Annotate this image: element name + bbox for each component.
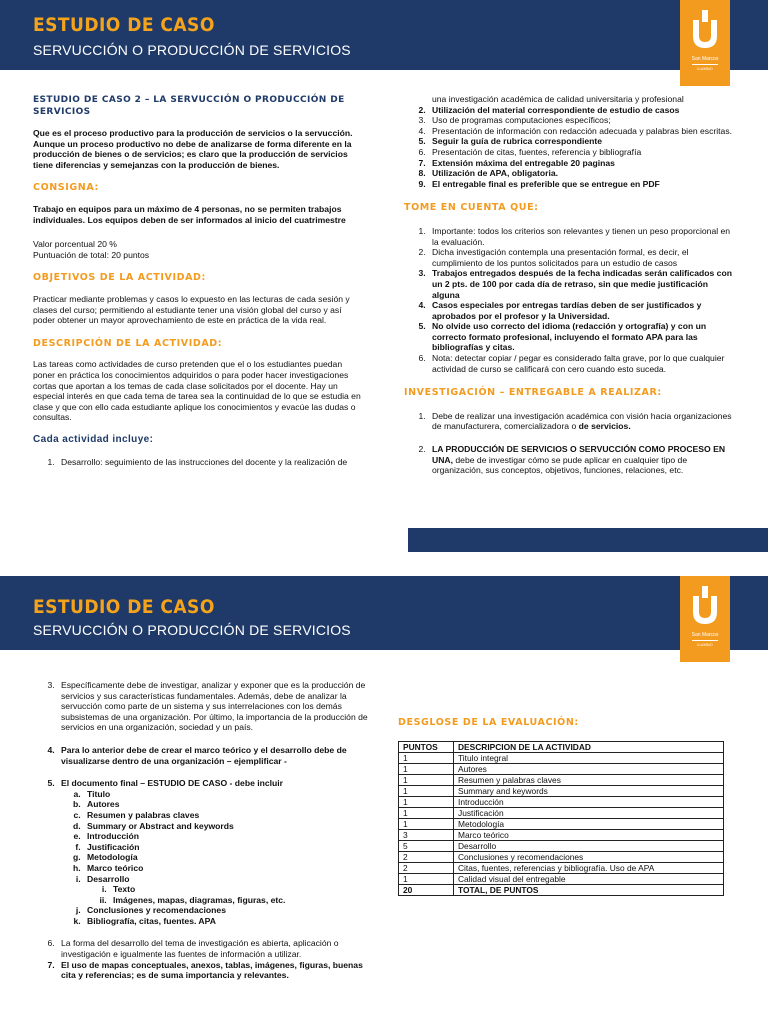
points-cell: 2 (399, 851, 454, 862)
incluye-heading: Cada actividad incluye: (33, 433, 154, 445)
table-row (399, 862, 724, 873)
page2-right-column (398, 718, 738, 896)
list-item: 6. Nota: detectar copiar / pegar es considerado falta grave, por lo que cualquier actividad de curso se calificará con cero cuando esto suceda. (428, 353, 736, 374)
description-cell: Summary and keywords (454, 785, 724, 796)
list-item: k. Bibliografía, citas, fuentes. APA (83, 916, 373, 927)
page1-right-column (404, 94, 736, 476)
page1-left-column (33, 94, 363, 468)
incluye-list (33, 457, 363, 468)
table-row (399, 873, 724, 884)
list-item: 3. Específicamente debe de investigar, analizar y exponer que es la producción de servicios y sus características fundamentales. Además, debe de analizar la servucción como parte de un sistema y sus interrelaciones con los demás subsistemas de una organización. Por último, la importancia de la producción de servicios en una organización, sociedad y un país. (57, 680, 373, 733)
list-item: 6. Presentación de citas, fuentes, referencia y bibliografía (428, 147, 736, 158)
logo-sub: ILUMNO (697, 642, 713, 647)
list-item: 3. Uso de programas computaciones específicos; (428, 115, 736, 126)
inv-item1-bold: de servicios. (578, 421, 631, 432)
university-logo (680, 576, 730, 662)
list-item: a. Titulo (83, 789, 373, 800)
list-item: 5. Seguir la guía de rubrica correspondiente (428, 136, 736, 147)
list-item: i. Texto (109, 884, 373, 895)
page-header (0, 0, 768, 70)
descripcion-text: Las tareas como actividades de curso pretenden que el o los estudiantes puedan poner en práctica los conocimientos adquiridos o para poder hacer investigaciones cortas que aportan a los temas de cada clase solicitados por el docente. Hay un especial interés en que cada tema de tarea sea la continuidad de lo que se estudia en clase y que con ello cada estudiante aplique los conocimientos y evacúe las dudas o consultas. (33, 359, 361, 423)
deliverable-list (33, 680, 373, 981)
table-row (399, 796, 724, 807)
description-cell: Autores (454, 763, 724, 774)
desarrollo-sublist (83, 884, 373, 905)
inv-item2-text: debe de investigar cómo se pude aplicar en cualquier tipo de organización, sus conceptos, objetivos, funciones, relaciones, etc. (432, 454, 688, 476)
points-cell: 1 (399, 796, 454, 807)
document-page-2 (0, 576, 768, 1024)
list-item: 1. Importante: todos los criterios son relevantes y tienen un peso proporcional en la evaluación. (428, 226, 736, 247)
list-item: i. Desarrollo (83, 874, 373, 885)
points-cell: 2 (399, 862, 454, 873)
list-item: 7. Extensión máxima del entregable 20 paginas (428, 158, 736, 169)
contents-list (61, 789, 373, 884)
table-row (399, 785, 724, 796)
points-cell: 5 (399, 840, 454, 851)
list-item: b. Autores (83, 799, 373, 810)
tome-list (404, 226, 736, 374)
logo-sub: ILUMNO (697, 66, 713, 71)
list-item (428, 444, 736, 476)
university-logo (680, 0, 730, 86)
list-item: 4. Casos especiales por entregas tardías deben de ser justificados y aprobados por el profesor y la Universidad. (428, 300, 736, 321)
continued-line: una investigación académica de calidad universitaria y profesional (432, 94, 684, 104)
investigacion-list (404, 411, 736, 476)
description-cell: Desarrollo (454, 840, 724, 851)
list-item: d. Summary or Abstract and keywords (83, 821, 373, 832)
page-gap (0, 552, 768, 576)
case-title: ESTUDIO DE CASO 2 – LA SERVUCCIÓN O PRODUCCIÓN DE SERVICIOS (33, 95, 345, 117)
table-header-descripcion: DESCRIPCION DE LA ACTIVIDAD (454, 741, 724, 752)
table-row (399, 829, 724, 840)
points-cell: 1 (399, 873, 454, 884)
item5-text: El documento final – ESTUDIO DE CASO - debe incluir (61, 778, 284, 789)
header-title: ESTUDIO DE CASO (33, 14, 215, 36)
list-item: h. Marco teórico (83, 863, 373, 874)
description-cell: Conclusiones y recomendaciones (454, 851, 724, 862)
list-item: g. Metodología (83, 852, 373, 863)
inv-item1-text: Debe de realizar una investigación académica con visión hacia organizaciones de manufacturera, comercializadora o (432, 410, 732, 432)
table-header-row (399, 741, 724, 752)
table-total-row (399, 884, 724, 895)
list-item: 2. Utilización del material correspondiente de estudio de casos (428, 105, 736, 116)
list-item: 4. Para lo anterior debe de crear el marco teórico y el desarrollo debe de visualizarse dentro de una organización – ejemplificar - (57, 745, 373, 766)
list-item: ii. Imágenes, mapas, diagramas, figuras, etc. (109, 895, 373, 906)
list-item: 1. Desarrollo: seguimiento de las instrucciones del docente y la realización de (57, 457, 363, 468)
description-cell: Citas, fuentes, referencias y bibliografía. Uso de APA (454, 862, 724, 873)
header-subtitle: SERVUCCIÓN O PRODUCCIÓN DE SERVICIOS (33, 622, 351, 638)
points-cell: 1 (399, 785, 454, 796)
table-row (399, 752, 724, 763)
total-label: TOTAL, DE PUNTOS (454, 884, 724, 895)
description-cell: Introducción (454, 796, 724, 807)
list-item: f. Justificación (83, 842, 373, 853)
logo-divider (692, 640, 718, 641)
list-item: 3. Trabajos entregados después de la fecha indicadas serán calificados con un 2 pts. de 100 por cada día de retraso, sin que medie justificación alguna (428, 268, 736, 300)
valor-text: Valor porcentual 20 % (33, 239, 117, 250)
logo-divider (692, 64, 718, 65)
page-footer-bar (408, 528, 768, 552)
table-row (399, 807, 724, 818)
objetivos-heading: OBJETIVOS DE LA ACTIVIDAD: (33, 272, 206, 284)
table-row (399, 763, 724, 774)
points-cell: 1 (399, 752, 454, 763)
description-cell: Marco teórico (454, 829, 724, 840)
objetivos-text: Practicar mediante problemas y casos lo expuesto en las lecturas de cada sesión y clases del curso; permitiendo al estudiante tener una visión global del curso y así poder obtener un mayor aprovechamiento de este en práctica de la vida real. (33, 293, 350, 326)
points-cell: 3 (399, 829, 454, 840)
points-cell: 1 (399, 818, 454, 829)
total-points: 20 (399, 884, 454, 895)
descripcion-heading: DESCRIPCIÓN DE LA ACTIVIDAD: (33, 337, 223, 349)
list-item: c. Resumen y palabras claves (83, 810, 373, 821)
list-item: 4. Presentación de información con redacción adecuada y palabras bien escritas. (428, 126, 736, 137)
list-item: 9. El entregable final es preferible que se entregue en PDF (428, 179, 736, 190)
description-cell: Metodología (454, 818, 724, 829)
table-row (399, 840, 724, 851)
evaluation-table (398, 741, 724, 896)
tome-heading: TOME EN CUENTA QUE: (404, 202, 539, 214)
inv-item2-bold: LA PRODUCCIÓN DE SERVICIOS O SERVUCCIÓN COMO PROCESO EN UNA, (432, 444, 726, 465)
logo-u-icon (691, 586, 719, 626)
points-cell: 1 (399, 774, 454, 785)
list-item (57, 778, 373, 926)
contents-list-continued (61, 905, 373, 926)
table-row (399, 818, 724, 829)
list-item: 5. No olvide uso correcto del idioma (redacción y ortografía) y con un correcto formato profesional, incluyendo el formato APA para las bibliografías y citas. (428, 321, 736, 353)
points-cell: 1 (399, 807, 454, 818)
points-cell: 1 (399, 763, 454, 774)
investigacion-heading: INVESTIGACIÓN – ENTREGABLE A REALIZAR: (404, 387, 662, 399)
requirements-list (404, 105, 736, 190)
list-item: e. Introducción (83, 831, 373, 842)
description-cell: Calidad visual del entregable (454, 873, 724, 884)
header-subtitle: SERVUCCIÓN O PRODUCCIÓN DE SERVICIOS (33, 42, 351, 58)
description-cell: Titulo integral (454, 752, 724, 763)
consigna-text: Trabajo en equipos para un máximo de 4 personas, no se permiten trabajos individuales. Los equipos deben de ser informados al inicio del cuatrimestre (33, 203, 346, 225)
table-header-puntos: PUNTOS (399, 741, 454, 752)
list-item (428, 411, 736, 432)
table-row (399, 774, 724, 785)
table-row (399, 851, 724, 862)
list-item: 2. Dicha investigación contempla una presentación formal, es decir, el cumplimiento de los puntos solicitados para un estudio de casos (428, 247, 736, 268)
description-cell: Resumen y palabras claves (454, 774, 724, 785)
intro-text: Que es el proceso productivo para la producción de servicios o la servucción. Aunque un proceso productivo no debe de analizarse de forma diferente en la producción de bienes o de servicios; es claro que la producción de servicios tiene diferencias y semejanzas con la producción de bienes. (33, 128, 353, 170)
desglose-heading: DESGLOSE DE LA EVALUACIÓN: (398, 717, 579, 728)
logo-u-icon (691, 10, 719, 50)
puntuacion-text: Puntuación de total: 20 puntos (33, 249, 150, 260)
consigna-heading: CONSIGNA: (33, 182, 99, 194)
list-item: 6. La forma del desarrollo del tema de investigación es abierta, aplicación o investigación e igualmente las fuentes de información a utilizar. (57, 938, 373, 959)
list-item: j. Conclusiones y recomendaciones (83, 905, 373, 916)
description-cell: Justificación (454, 807, 724, 818)
header-title: ESTUDIO DE CASO (33, 596, 215, 618)
page2-left-column (33, 680, 373, 981)
list-item: 8. Utilización de APA, obligatoria. (428, 168, 736, 179)
list-item: 7. El uso de mapas conceptuales, anexos, tablas, imágenes, figuras, buenas cita y referencias; es de suma importancia y relevantes. (57, 960, 373, 981)
logo-name: San Marcos (691, 632, 719, 638)
logo-name: San Marcos (691, 56, 719, 62)
page-header (0, 576, 768, 650)
